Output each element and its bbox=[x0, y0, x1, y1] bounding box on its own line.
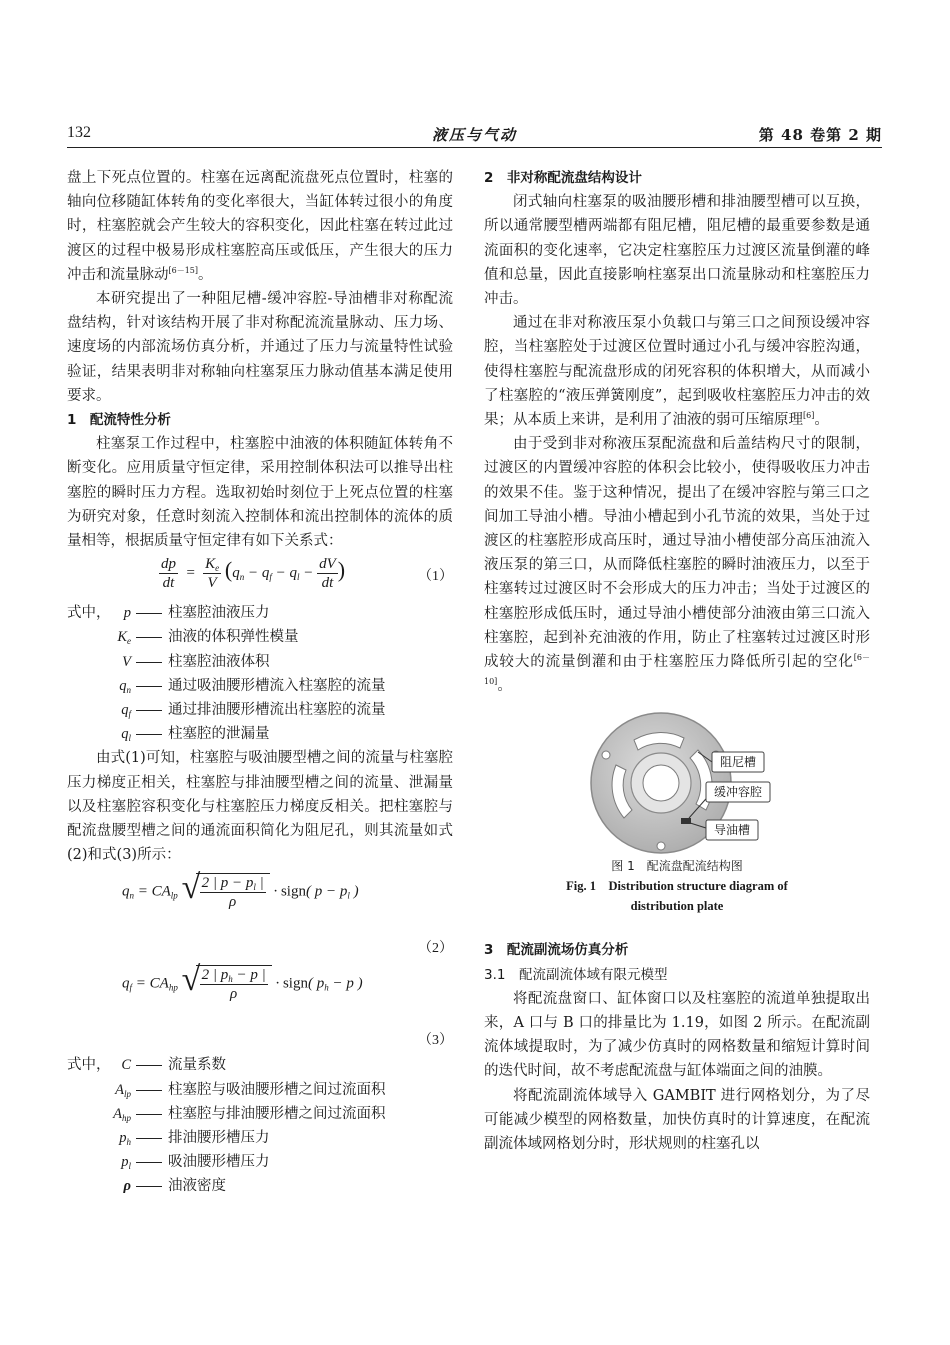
left-column bbox=[67, 166, 453, 1199]
equation-3: $q_f = CA_{hp}$ √ $\frac{2 | p_h - p |}{\rho}$ · sign( $p_h - p$ ) bbox=[122, 961, 363, 1003]
plate-bore bbox=[643, 765, 679, 801]
section-2-heading: 2 非对称配流盘结构设计 bbox=[484, 170, 642, 186]
paragraph-equations: 由式(1)可知，柱塞腔与吸油腰型槽之间的流量与柱塞腔压力梯度正相关，柱塞腔与排油腰型槽之间的流量、泄漏量以及柱塞腔容积变化与柱塞腔压力梯度反相关。把柱塞腔与配流盘腰型槽之间的通流面积简化为阻尼孔，则其流量如式(2)和式(3)所示： bbox=[67, 750, 453, 864]
label-guide: 导油槽 bbox=[713, 823, 751, 838]
right-column bbox=[484, 166, 870, 1156]
figure-1 bbox=[484, 710, 870, 914]
header-rule bbox=[67, 147, 882, 148]
figure-caption-en: Fig. 1 Distribution structure diagram of distribution plate bbox=[566, 879, 788, 914]
citation: [6] bbox=[803, 411, 815, 421]
section-3-heading: 3 配流副流场仿真分析 bbox=[484, 942, 629, 959]
label-buffer: 缓冲容腔 bbox=[713, 785, 763, 800]
volume-issue: 第 48 卷第 2 期 bbox=[758, 126, 882, 144]
bolt-hole bbox=[657, 842, 665, 850]
label-damping: 阻尼槽 bbox=[719, 755, 757, 770]
symbol-definitions-2: 式中， C 流量系数 $A_{lp}$ 柱塞腔与吸油腰形槽之间过流面积 $A_{hp}$ 柱塞腔与排油腰形槽之间过流面积 $p_h$ 排油腰形槽压力 $p_l$ 吸油腰形槽压力 ρ 油液密度 bbox=[67, 1057, 386, 1195]
bolt-hole bbox=[602, 751, 610, 759]
equation-1: $\frac{dp}{dt}$ = $\frac{K_e}{V}$ ($q_n - q_f - q_l$ − $\frac{dV}{dt}$ ) （1） bbox=[161, 556, 453, 592]
equation-2-number: （2） bbox=[418, 941, 453, 957]
paragraph-intro: 本研究提出了一种阻尼槽-缓冲容腔-导油槽非对称配流盘结构，针对该结构开展了非对称配流流量脉动、压力场、速度场的内部流场仿真分析，并通过了压力与流量特性试验验证，结果表明非对称轴向柱塞泵压力脉动值基本满足使用要求。 bbox=[67, 291, 453, 404]
paragraph-3-1-2: 将配流副流体域导入 GAMBIT 进行网格划分，为了尽可能减少模型的网格数量，加快仿真时的计算速度，在配流副流体域网格划分时，形状规则的柱塞孔以 bbox=[484, 1087, 870, 1153]
citation: [6－15] bbox=[168, 265, 199, 275]
page-number: 132 bbox=[67, 124, 91, 141]
figure-caption-cn: 图 1 配流盘配流结构图 bbox=[611, 859, 743, 874]
distribution-plate-diagram bbox=[484, 710, 870, 860]
paragraph-section-2-3: 由于受到非对称液压泵配流盘和后盖结构尺寸的限制，过渡区的内置缓冲容腔的体积会比较小，使得吸收压力冲击的效果不佳。鉴于这种情况，提出了在缓冲容腔与第三口之间加工导油小槽。导油小槽起到小孔节流的效果，当处于过渡区的柱塞腔形成高压时，通过导油小槽使部分高压油流入液压泵的第三口，从而降低柱塞腔的瞬时油液压力，以至于柱塞转过过渡区时不会形成大的压力冲击；当处于过渡区的柱塞腔形成低压时，通过导油小槽使部分油液由第三口流入柱塞腔，起到补充油液的作用，防止了柱塞转过过渡区时形成较大的流量倒灌和由于柱塞腔压力降低所引起的空化[6－10]。 bbox=[484, 436, 870, 695]
subsection-3-1-heading: 3.1 配流副流体域有限元模型 bbox=[484, 966, 668, 983]
symbol-definitions-1: 式中， p 柱塞腔油液压力 $K_e$ 油液的体积弹性模量 V 柱塞腔油液体积 $q_n$ 通过吸油腰形槽流入柱塞腔的流量 $q_f$ 通过排油腰形槽流出柱塞腔的流量 $q_l$ 柱塞腔的泄漏量 bbox=[67, 605, 386, 744]
equation-2: $q_n = CA_{lp}$ √ $\frac{2 | p - p_l |}{\rho}$ · sign( $p - p_l$ ) bbox=[122, 869, 359, 911]
running-header bbox=[67, 124, 882, 146]
equation-1-number: （1） bbox=[418, 569, 453, 585]
paragraph-3-1-1: 将配流盘窗口、缸体窗口以及柱塞腔的流道单独提取出来，A 口与 B 口的排量比为 1.19，如图 2 所示。在配流副流体域提取时，为了减少仿真时的网格数量和缩短计算时间的迭代时间，故不考虑配流盘与缸体端面之间的油膜。 bbox=[484, 990, 870, 1080]
citation: [6－10] bbox=[484, 653, 870, 687]
section-1-heading: 1 配流特性分析 bbox=[67, 412, 171, 429]
paragraph-continuation: 盘上下死点位置的。柱塞在远离配流盘死点位置时，柱塞的轴向位移随缸体转角的变化率很大，当缸体转过很小的角度时，柱塞腔就会产生较大的容积变化，因此柱塞在转过此过渡区的过程中极易形成柱塞腔高压或低压，产生很大的压力冲击和流量脉动[6－15]。 bbox=[67, 170, 453, 283]
equation-3-number: （3） bbox=[418, 1033, 453, 1049]
journal-name: 液压与气动 bbox=[431, 126, 518, 144]
paragraph-section-2-1: 闭式轴向柱塞泵的吸油腰形槽和排油腰型槽可以互换，所以通常腰型槽两端都有阻尼槽，阻尼槽的最重要参数是通流面积的变化速率，它决定柱塞腔压力过渡区流量倒灌的峰值和总量，因此直接影响柱塞泵出口流量脉动和柱塞腔压力冲击。 bbox=[484, 194, 870, 308]
paragraph-section-2-2: 通过在非对称液压泵小负载口与第三口之间预设缓冲容腔，当柱塞腔处于过渡区位置时通过小孔与缓冲容腔沟通，使得柱塞腔与配流盘形成的闭死容积的体积增大，从而减小了柱塞腔的“液压弹簧刚度”，起到吸收柱塞腔压力冲击的效果；从本质上来讲，是利用了油液的弱可压缩原理[6]。 bbox=[484, 315, 870, 429]
paragraph-section-1: 柱塞泵工作过程中，柱塞腔中油液的体积随缸体转角不断变化。应用质量守恒定律，采用控制体积法可以推导出柱塞腔的瞬时压力方程。选取初始时刻位于上死点位置的柱塞为研究对象，任意时刻流入控制体和流出控制体的流体的质量相等，根据质量守恒定律有如下关系式： bbox=[67, 436, 453, 550]
